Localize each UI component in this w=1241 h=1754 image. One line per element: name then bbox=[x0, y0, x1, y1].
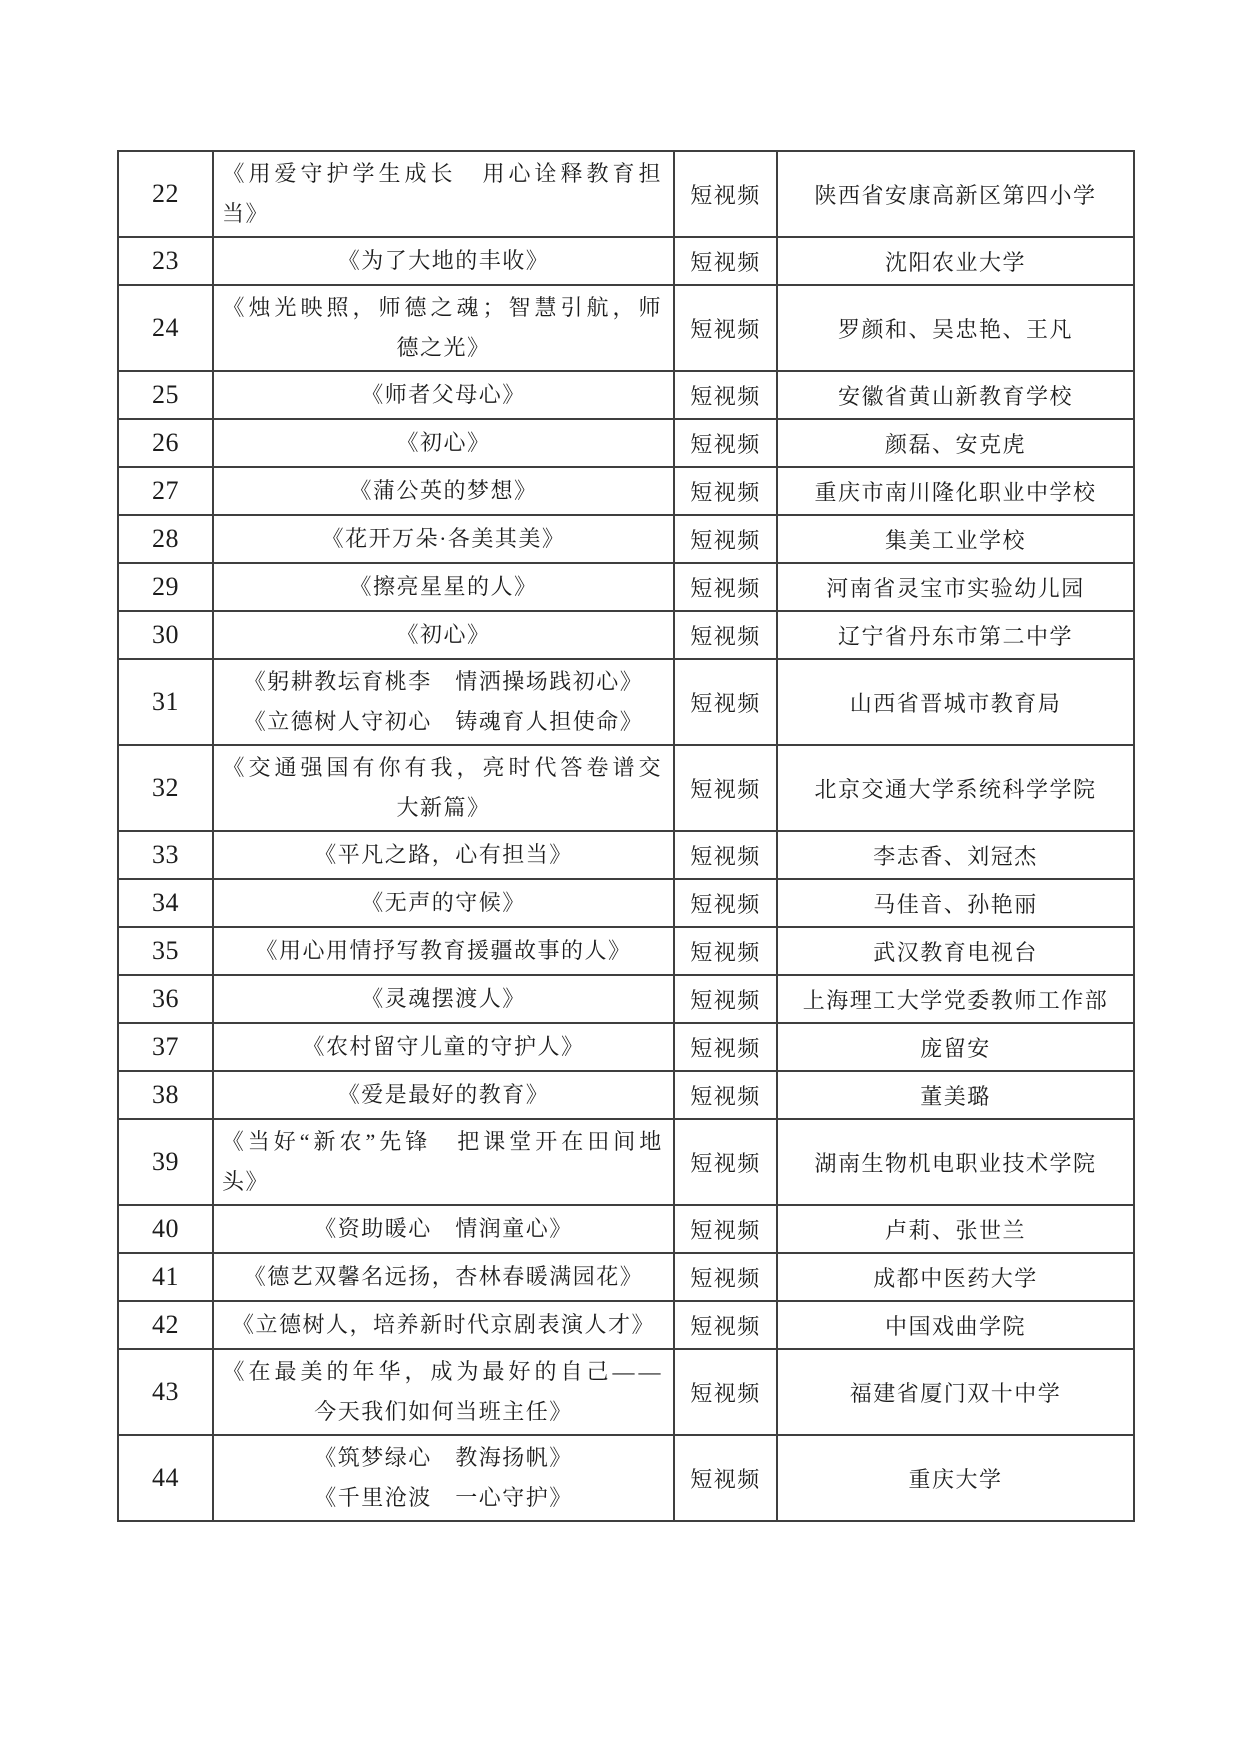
title-line: 《交通强国有你有我，亮时代答卷谱交 bbox=[222, 755, 665, 780]
title-line: 大新篇》 bbox=[396, 795, 491, 820]
title-line: 《千里沧波 一心守护》 bbox=[314, 1485, 573, 1510]
title-line: 《用爱守护学生成长 用心诠释教育担 bbox=[222, 161, 665, 186]
title-line: 《初心》 bbox=[396, 430, 491, 455]
entry-type: 短视频 bbox=[674, 371, 777, 419]
table-row bbox=[118, 1253, 1134, 1301]
entry-type: 短视频 bbox=[674, 659, 777, 745]
entry-type: 短视频 bbox=[674, 1023, 777, 1071]
entry-number: 41 bbox=[118, 1253, 213, 1301]
title-line: 《师者父母心》 bbox=[361, 382, 526, 407]
entry-organization: 成都中医药大学 bbox=[777, 1253, 1134, 1301]
table-row bbox=[118, 975, 1134, 1023]
entry-title bbox=[213, 515, 674, 563]
entry-type: 短视频 bbox=[674, 611, 777, 659]
table-row bbox=[118, 1023, 1134, 1071]
table-row bbox=[118, 1301, 1134, 1349]
entry-organization: 董美璐 bbox=[777, 1071, 1134, 1119]
entry-organization: 集美工业学校 bbox=[777, 515, 1134, 563]
entry-number: 34 bbox=[118, 879, 213, 927]
entry-number: 43 bbox=[118, 1349, 213, 1435]
table-row bbox=[118, 419, 1134, 467]
entry-number: 35 bbox=[118, 927, 213, 975]
title-line: 《花开万朵·各美其美》 bbox=[321, 526, 566, 551]
entry-organization: 卢莉、张世兰 bbox=[777, 1205, 1134, 1253]
entry-number: 36 bbox=[118, 975, 213, 1023]
entry-type: 短视频 bbox=[674, 237, 777, 285]
title-line: 当》 bbox=[222, 201, 270, 226]
table-row bbox=[118, 1205, 1134, 1253]
entry-number: 31 bbox=[118, 659, 213, 745]
entry-title bbox=[213, 151, 674, 237]
entry-organization: 河南省灵宝市实验幼儿园 bbox=[777, 563, 1134, 611]
entry-organization: 重庆大学 bbox=[777, 1435, 1134, 1521]
entry-type: 短视频 bbox=[674, 1253, 777, 1301]
entry-type: 短视频 bbox=[674, 745, 777, 831]
entry-title bbox=[213, 1435, 674, 1521]
title-line: 《在最美的年华，成为最好的自己—— bbox=[222, 1359, 665, 1384]
entry-title bbox=[213, 467, 674, 515]
table-row bbox=[118, 371, 1134, 419]
table-row bbox=[118, 1435, 1134, 1521]
table-row bbox=[118, 831, 1134, 879]
entry-number: 29 bbox=[118, 563, 213, 611]
table-body bbox=[118, 151, 1134, 1521]
table-row bbox=[118, 467, 1134, 515]
title-line: 《躬耕教坛育桃李 情洒操场践初心》 bbox=[243, 669, 644, 694]
title-line: 《蒲公英的梦想》 bbox=[349, 478, 538, 503]
entry-number: 39 bbox=[118, 1119, 213, 1205]
entry-type: 短视频 bbox=[674, 975, 777, 1023]
entry-title bbox=[213, 563, 674, 611]
table-row bbox=[118, 1349, 1134, 1435]
entry-number: 40 bbox=[118, 1205, 213, 1253]
title-line: 《擦亮星星的人》 bbox=[349, 574, 538, 599]
entry-organization: 罗颜和、吴忠艳、王凡 bbox=[777, 285, 1134, 371]
entry-title bbox=[213, 745, 674, 831]
title-line: 《当好“新农”先锋 把课堂开在田间地 bbox=[221, 1129, 666, 1154]
entry-organization: 中国戏曲学院 bbox=[777, 1301, 1134, 1349]
entry-organization: 陕西省安康高新区第四小学 bbox=[777, 151, 1134, 237]
entry-number: 25 bbox=[118, 371, 213, 419]
table-row bbox=[118, 285, 1134, 371]
entry-number: 33 bbox=[118, 831, 213, 879]
title-line: 《立德树人守初心 铸魂育人担使命》 bbox=[243, 709, 644, 734]
entry-title bbox=[213, 927, 674, 975]
entry-organization: 山西省晋城市教育局 bbox=[777, 659, 1134, 745]
entry-organization: 庞留安 bbox=[777, 1023, 1134, 1071]
entry-organization: 福建省厦门双十中学 bbox=[777, 1349, 1134, 1435]
entry-number: 27 bbox=[118, 467, 213, 515]
entry-type: 短视频 bbox=[674, 563, 777, 611]
title-line: 《爱是最好的教育》 bbox=[337, 1082, 550, 1107]
short-video-entries-table bbox=[117, 150, 1135, 1522]
table-row bbox=[118, 659, 1134, 745]
entry-title bbox=[213, 1119, 674, 1205]
entry-number: 22 bbox=[118, 151, 213, 237]
title-line: 《为了大地的丰收》 bbox=[337, 248, 550, 273]
entry-organization: 北京交通大学系统科学学院 bbox=[777, 745, 1134, 831]
entry-number: 38 bbox=[118, 1071, 213, 1119]
title-line: 《资助暖心 情润童心》 bbox=[314, 1216, 573, 1241]
entry-organization: 武汉教育电视台 bbox=[777, 927, 1134, 975]
entry-organization: 辽宁省丹东市第二中学 bbox=[777, 611, 1134, 659]
title-line: 《农村留守儿童的守护人》 bbox=[302, 1034, 585, 1059]
table-row bbox=[118, 515, 1134, 563]
title-line: 《筑梦绿心 教海扬帆》 bbox=[314, 1445, 573, 1470]
entry-type: 短视频 bbox=[674, 467, 777, 515]
entry-title bbox=[213, 659, 674, 745]
entry-number: 44 bbox=[118, 1435, 213, 1521]
table-row bbox=[118, 563, 1134, 611]
entry-title bbox=[213, 285, 674, 371]
entry-organization: 上海理工大学党委教师工作部 bbox=[777, 975, 1134, 1023]
entry-type: 短视频 bbox=[674, 1119, 777, 1205]
entry-title bbox=[213, 1253, 674, 1301]
title-line: 今天我们如何当班主任》 bbox=[314, 1399, 573, 1424]
title-line: 头》 bbox=[222, 1169, 270, 1194]
entry-type: 短视频 bbox=[674, 515, 777, 563]
entry-number: 24 bbox=[118, 285, 213, 371]
entry-type: 短视频 bbox=[674, 1301, 777, 1349]
entry-type: 短视频 bbox=[674, 1349, 777, 1435]
entry-type: 短视频 bbox=[674, 927, 777, 975]
title-line: 《无声的守候》 bbox=[361, 890, 526, 915]
entry-title bbox=[213, 831, 674, 879]
title-line: 德之光》 bbox=[396, 335, 491, 360]
table-row bbox=[118, 879, 1134, 927]
entry-title bbox=[213, 1301, 674, 1349]
table-row bbox=[118, 611, 1134, 659]
entry-organization: 湖南生物机电职业技术学院 bbox=[777, 1119, 1134, 1205]
entry-title bbox=[213, 611, 674, 659]
title-line: 《灵魂摆渡人》 bbox=[361, 986, 526, 1011]
title-line: 《初心》 bbox=[396, 622, 491, 647]
entry-title bbox=[213, 879, 674, 927]
entry-number: 30 bbox=[118, 611, 213, 659]
entry-organization: 安徽省黄山新教育学校 bbox=[777, 371, 1134, 419]
title-line: 《用心用情抒写教育援疆故事的人》 bbox=[255, 938, 632, 963]
title-line: 《烛光映照，师德之魂；智慧引航，师 bbox=[222, 295, 665, 320]
entry-title bbox=[213, 1071, 674, 1119]
table-row bbox=[118, 1119, 1134, 1205]
entry-type: 短视频 bbox=[674, 1205, 777, 1253]
entry-organization: 马佳音、孙艳丽 bbox=[777, 879, 1134, 927]
table-row bbox=[118, 237, 1134, 285]
entry-number: 28 bbox=[118, 515, 213, 563]
entry-type: 短视频 bbox=[674, 285, 777, 371]
entry-title bbox=[213, 1023, 674, 1071]
entry-organization: 李志香、刘冠杰 bbox=[777, 831, 1134, 879]
entry-type: 短视频 bbox=[674, 1435, 777, 1521]
entry-title bbox=[213, 419, 674, 467]
entry-type: 短视频 bbox=[674, 419, 777, 467]
entry-organization: 沈阳农业大学 bbox=[777, 237, 1134, 285]
entry-number: 23 bbox=[118, 237, 213, 285]
entry-title bbox=[213, 371, 674, 419]
table-row bbox=[118, 745, 1134, 831]
table-row bbox=[118, 927, 1134, 975]
entry-title bbox=[213, 1349, 674, 1435]
table-row bbox=[118, 1071, 1134, 1119]
entry-type: 短视频 bbox=[674, 831, 777, 879]
title-line: 《立德树人，培养新时代京剧表演人才》 bbox=[231, 1312, 655, 1337]
entry-number: 42 bbox=[118, 1301, 213, 1349]
entry-number: 26 bbox=[118, 419, 213, 467]
entry-number: 32 bbox=[118, 745, 213, 831]
entry-type: 短视频 bbox=[674, 1071, 777, 1119]
entry-title bbox=[213, 1205, 674, 1253]
title-line: 《平凡之路，心有担当》 bbox=[314, 842, 573, 867]
entry-organization: 颜磊、安克虎 bbox=[777, 419, 1134, 467]
entry-number: 37 bbox=[118, 1023, 213, 1071]
entry-title bbox=[213, 237, 674, 285]
title-line: 《德艺双馨名远扬，杏林春暖满园花》 bbox=[243, 1264, 644, 1289]
table-row bbox=[118, 151, 1134, 237]
entry-type: 短视频 bbox=[674, 879, 777, 927]
entry-type: 短视频 bbox=[674, 151, 777, 237]
entry-title bbox=[213, 975, 674, 1023]
entry-organization: 重庆市南川隆化职业中学校 bbox=[777, 467, 1134, 515]
